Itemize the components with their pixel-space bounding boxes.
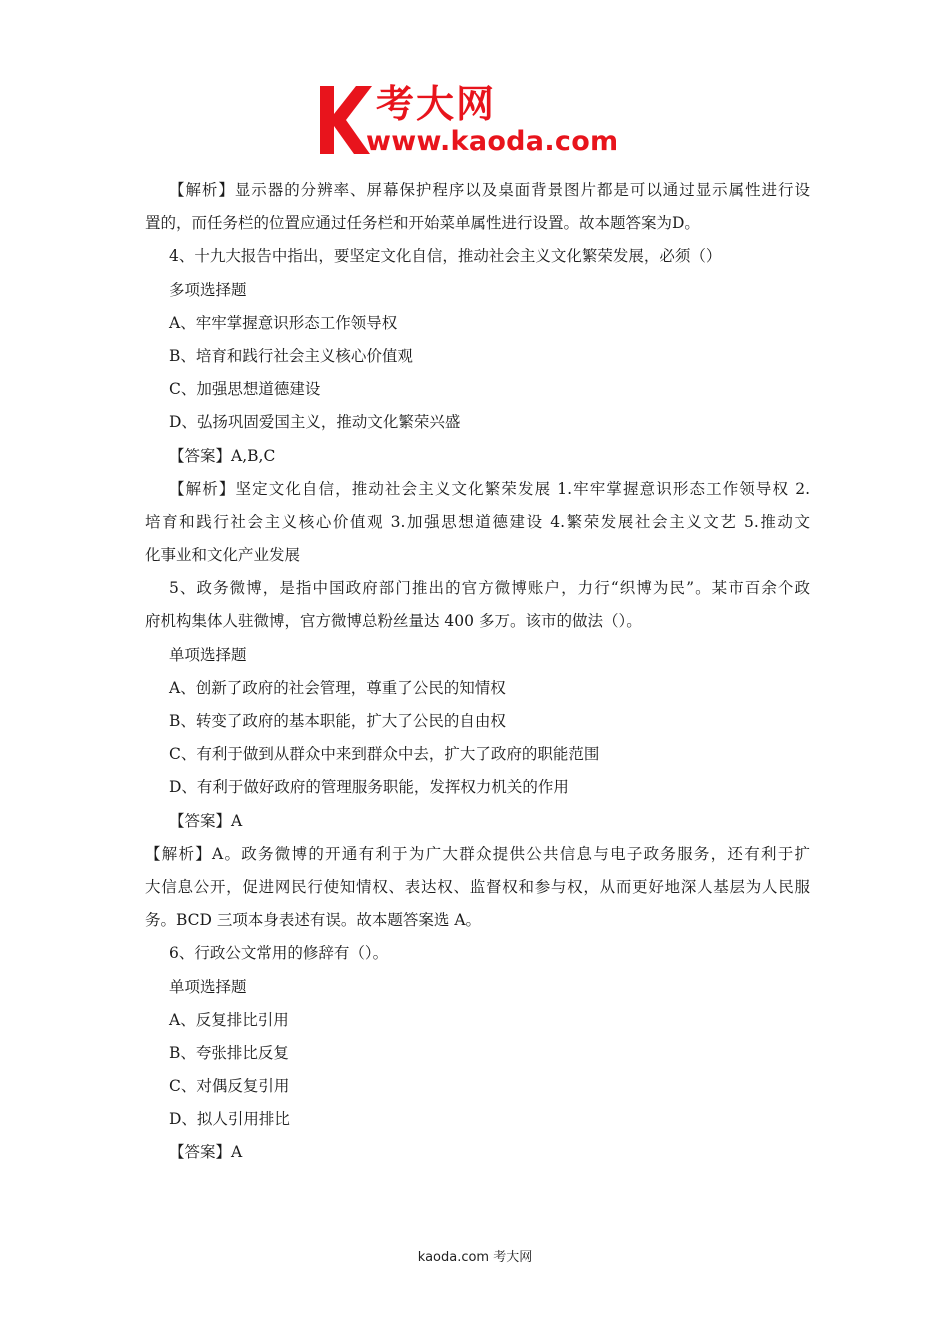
option-a: A、牢牢掌握意识形态工作领导权: [169, 313, 398, 332]
answer: 【答案】A,B,C: [169, 446, 276, 465]
option-b: B、夸张排比反复: [169, 1043, 289, 1062]
option-a: A、反复排比引用: [169, 1010, 289, 1029]
question-5-stem: 府机构集体人驻微博，官方微博总粉丝量达 400 多万。该市的做法（）。: [145, 612, 642, 631]
question-6-stem: 6、行政公文常用的修辞有（）。: [169, 944, 389, 963]
option-c: C、有利于做到从群众中来到群众中去，扩大了政府的职能范围: [169, 745, 600, 764]
document-body: [145, 174, 810, 1170]
option-a: A、创新了政府的社会管理，尊重了公民的知情权: [169, 678, 506, 697]
logo-url: www.kaoda.com: [366, 126, 619, 157]
question-type: 多项选择题: [169, 280, 247, 299]
explanation-line: 培育和践行社会主义核心价值观 3.加强思想道德建设 4.繁荣发展社会主义文艺 5.推动文: [145, 512, 810, 531]
logo-name: 考大网: [376, 82, 497, 126]
question-type: 单项选择题: [169, 977, 247, 996]
option-d: D、拟人引用排比: [169, 1110, 290, 1129]
page-footer: kaoda.com 考大网: [417, 1250, 533, 1265]
explanation-line: 【解析】显示器的分辨率、屏幕保护程序以及桌面背景图片都是可以通过显示属性进行设: [169, 181, 810, 199]
option-b: B、培育和践行社会主义核心价值观: [169, 346, 413, 365]
option-c: C、加强思想道德建设: [169, 380, 321, 399]
explanation-line: 置的，而任务栏的位置应通过任务栏和开始菜单属性进行设置。故本题答案为D。: [145, 214, 700, 233]
explanation-line: 【解析】A。政务微博的开通有利于为广大群众提供公共信息与电子政务服务，还有利于扩: [145, 844, 810, 863]
question-4-stem: 4、十九大报告中指出，要坚定文化自信，推动社会主义文化繁荣发展，必须（）: [169, 247, 722, 266]
explanation-line: 化事业和文化产业发展: [145, 546, 301, 565]
explanation-line: 大信息公开，促进网民行使知情权、表达权、监督权和参与权，从而更好地深人基层为人民服: [145, 877, 810, 896]
option-c: C、对偶反复引用: [169, 1077, 290, 1096]
question-5-stem: 5、政务微博，是指中国政府部门推出的官方微博账户，力行“织博为民”。某市百余个政: [169, 579, 810, 598]
kaoda-logo: [316, 80, 638, 158]
answer: 【答案】A: [169, 811, 243, 830]
option-d: D、弘扬巩固爱国主义，推动文化繁荣兴盛: [169, 413, 461, 432]
option-b: B、转变了政府的基本职能，扩大了公民的自由权: [169, 712, 506, 730]
explanation-line: 务。BCD 三项本身表述有误。故本题答案选 A。: [145, 911, 482, 930]
explanation-line: 【解析】坚定文化自信，推动社会主义文化繁荣发展 1.牢牢掌握意识形态工作领导权 2.: [169, 479, 810, 498]
question-type: 单项选择题: [169, 645, 247, 664]
answer: 【答案】A: [169, 1143, 243, 1162]
option-d: D、有利于做好政府的管理服务职能，发挥权力机关的作用: [169, 778, 569, 797]
